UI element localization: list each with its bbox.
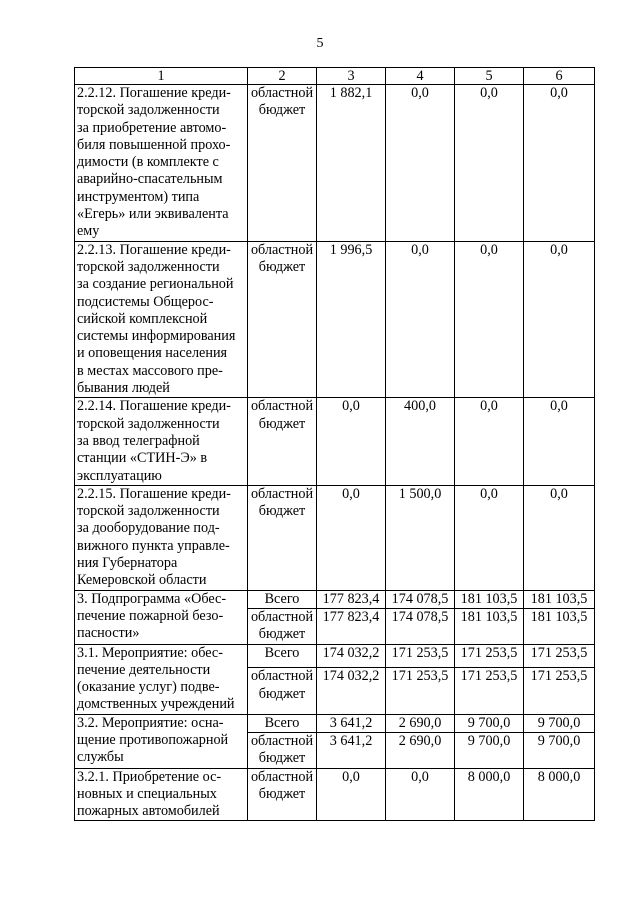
activity-name-line: биля повышенной прохо- bbox=[77, 136, 231, 153]
activity-name-line: домственных учреждений bbox=[77, 696, 235, 713]
activity-name-line: вижного пункта управле- bbox=[77, 537, 230, 554]
funding-source-cell bbox=[248, 590, 317, 608]
activity-name-line: печение пожарной безо- bbox=[77, 607, 224, 624]
activity-name-line: подсистемы Общерос- bbox=[77, 293, 214, 310]
amount-cell: 181 103,5 bbox=[524, 608, 595, 644]
funding-source-line: областной bbox=[250, 608, 314, 625]
amount-cell: 0,0 bbox=[386, 85, 455, 242]
amount-cell: 400,0 bbox=[386, 398, 455, 485]
amount-cell: 9 700,0 bbox=[524, 714, 595, 732]
activity-name-line: (оказание услуг) подве- bbox=[77, 679, 220, 696]
funding-source-cell bbox=[248, 608, 317, 644]
funding-source-cell bbox=[248, 398, 317, 485]
column-number-row bbox=[75, 68, 595, 85]
activity-name-cell bbox=[75, 85, 248, 242]
funding-source-line: бюджет bbox=[258, 685, 306, 702]
funding-source-line: Всего bbox=[264, 590, 300, 607]
funding-source-cell bbox=[248, 485, 317, 590]
funding-source-cell bbox=[248, 668, 317, 714]
amount-cell: 174 032,2 bbox=[317, 644, 386, 668]
budget-table bbox=[74, 67, 595, 821]
funding-source-line: областной bbox=[250, 668, 314, 685]
activity-name-line: Кемеровской области bbox=[77, 572, 207, 589]
amount-cell: 1 996,5 bbox=[317, 241, 386, 398]
amount-cell: 0,0 bbox=[524, 85, 595, 242]
activity-name-line: станции «СТИН-Э» в bbox=[77, 450, 208, 467]
table-row bbox=[75, 714, 595, 732]
activity-name-line: эксплуатацию bbox=[77, 467, 162, 484]
activity-name-line: службы bbox=[77, 749, 124, 766]
amount-cell: 0,0 bbox=[317, 485, 386, 590]
amount-cell: 3 641,2 bbox=[317, 714, 386, 732]
activity-name-line: 2.2.14. Погашение креди- bbox=[77, 398, 231, 415]
amount-cell: 181 103,5 bbox=[455, 608, 524, 644]
activity-name-line: 3.1. Мероприятие: обес- bbox=[77, 644, 223, 661]
amount-cell: 0,0 bbox=[455, 485, 524, 590]
activity-name-line: сийской комплексной bbox=[77, 310, 208, 327]
amount-cell: 171 253,5 bbox=[455, 644, 524, 668]
amount-cell: 0,0 bbox=[455, 241, 524, 398]
page-number: 5 bbox=[316, 36, 324, 51]
activity-name-line: за приобретение автомо- bbox=[77, 119, 227, 136]
amount-cell: 9 700,0 bbox=[455, 732, 524, 768]
activity-name-line: 3. Подпрограмма «Обес- bbox=[77, 590, 227, 607]
amount-cell: 0,0 bbox=[524, 398, 595, 485]
activity-name-cell bbox=[75, 714, 248, 768]
table-row bbox=[75, 768, 595, 821]
activity-name-line: пасности» bbox=[77, 625, 140, 642]
activity-name-line: торской задолженности bbox=[77, 415, 220, 432]
amount-cell: 9 700,0 bbox=[455, 714, 524, 732]
activity-name-line: «Егерь» или эквивалента bbox=[77, 206, 229, 223]
table-row bbox=[75, 485, 595, 590]
amount-cell: 0,0 bbox=[455, 398, 524, 485]
amount-cell: 0,0 bbox=[524, 241, 595, 398]
funding-source-line: областной bbox=[250, 398, 314, 415]
activity-name-line: ния Губернатора bbox=[77, 555, 178, 572]
activity-name-line: и оповещения населения bbox=[77, 345, 228, 362]
funding-source-line: Всего bbox=[264, 714, 300, 731]
amount-cell: 2 690,0 bbox=[386, 714, 455, 732]
funding-source-line: бюджет bbox=[258, 258, 306, 275]
activity-name-cell bbox=[75, 768, 248, 821]
funding-source-cell bbox=[248, 768, 317, 821]
activity-name-line: аварийно-спасательным bbox=[77, 171, 223, 188]
activity-name-line: пожарных автомобилей bbox=[77, 803, 220, 820]
funding-source-cell bbox=[248, 714, 317, 732]
activity-name-line: 2.2.12. Погашение креди- bbox=[77, 85, 231, 101]
activity-name-line: торской задолженности bbox=[77, 258, 220, 275]
funding-source-cell bbox=[248, 732, 317, 768]
activity-name-line: за ввод телеграфной bbox=[77, 432, 200, 449]
activity-name-line: 3.2. Мероприятие: осна- bbox=[77, 714, 224, 731]
funding-source-line: областной bbox=[250, 485, 314, 502]
column-header: 5 bbox=[455, 68, 524, 85]
funding-source-line: Всего bbox=[264, 644, 300, 661]
funding-source-cell bbox=[248, 241, 317, 398]
table-row bbox=[75, 241, 595, 398]
activity-name-line: инструментом) типа bbox=[77, 188, 200, 205]
activity-name-cell bbox=[75, 644, 248, 714]
amount-cell: 8 000,0 bbox=[524, 768, 595, 821]
activity-name-line: торской задолженности bbox=[77, 503, 220, 520]
amount-cell: 181 103,5 bbox=[524, 590, 595, 608]
activity-name-cell bbox=[75, 485, 248, 590]
activity-name-line: за дооборудование под- bbox=[77, 520, 220, 537]
amount-cell: 0,0 bbox=[524, 485, 595, 590]
column-header: 2 bbox=[248, 68, 317, 85]
activity-name-line: 2.2.13. Погашение креди- bbox=[77, 241, 231, 258]
funding-source-line: областной bbox=[250, 241, 314, 258]
activity-name-line: 3.2.1. Приобретение ос- bbox=[77, 768, 222, 785]
column-header: 4 bbox=[386, 68, 455, 85]
funding-source-cell bbox=[248, 644, 317, 668]
activity-name-line: новных и специальных bbox=[77, 785, 217, 802]
funding-source-line: бюджет bbox=[258, 102, 306, 119]
funding-source-line: бюджет bbox=[258, 415, 306, 432]
amount-cell: 171 253,5 bbox=[455, 668, 524, 714]
column-header: 1 bbox=[75, 68, 248, 85]
amount-cell: 181 103,5 bbox=[455, 590, 524, 608]
activity-name-cell bbox=[75, 241, 248, 398]
activity-name-cell bbox=[75, 590, 248, 644]
activity-name-cell bbox=[75, 398, 248, 485]
amount-cell: 1 500,0 bbox=[386, 485, 455, 590]
column-header: 3 bbox=[317, 68, 386, 85]
funding-source-line: бюджет bbox=[258, 750, 306, 767]
amount-cell: 174 032,2 bbox=[317, 668, 386, 714]
activity-name-line: системы информирования bbox=[77, 328, 236, 345]
amount-cell: 177 823,4 bbox=[317, 590, 386, 608]
funding-source-line: областной bbox=[250, 768, 314, 785]
amount-cell: 2 690,0 bbox=[386, 732, 455, 768]
funding-source-cell bbox=[248, 85, 317, 242]
table-row bbox=[75, 644, 595, 668]
activity-name-line: за создание региональной bbox=[77, 276, 234, 293]
amount-cell: 0,0 bbox=[317, 398, 386, 485]
table-row bbox=[75, 590, 595, 608]
table-row bbox=[75, 398, 595, 485]
activity-name-line: печение деятельности bbox=[77, 661, 211, 678]
activity-name-line: 2.2.15. Погашение креди- bbox=[77, 485, 231, 502]
activity-name-line: ему bbox=[77, 223, 100, 240]
funding-source-line: бюджет bbox=[258, 785, 306, 802]
amount-cell: 0,0 bbox=[386, 241, 455, 398]
activity-name-line: щение противопожарной bbox=[77, 731, 229, 748]
amount-cell: 174 078,5 bbox=[386, 590, 455, 608]
activity-name-line: торской задолженности bbox=[77, 102, 220, 119]
activity-name-line: бывания людей bbox=[77, 380, 170, 397]
amount-cell: 171 253,5 bbox=[524, 644, 595, 668]
amount-cell: 0,0 bbox=[455, 85, 524, 242]
column-header: 6 bbox=[524, 68, 595, 85]
funding-source-line: областной bbox=[250, 85, 314, 101]
amount-cell: 171 253,5 bbox=[524, 668, 595, 714]
amount-cell: 171 253,5 bbox=[386, 668, 455, 714]
amount-cell: 0,0 bbox=[317, 768, 386, 821]
amount-cell: 9 700,0 bbox=[524, 732, 595, 768]
activity-name-line: в местах массового пре- bbox=[77, 362, 223, 379]
table-row bbox=[75, 85, 595, 242]
amount-cell: 171 253,5 bbox=[386, 644, 455, 668]
amount-cell: 3 641,2 bbox=[317, 732, 386, 768]
funding-source-line: бюджет bbox=[258, 503, 306, 520]
activity-name-line: димости (в комплекте с bbox=[77, 154, 219, 171]
amount-cell: 8 000,0 bbox=[455, 768, 524, 821]
amount-cell: 174 078,5 bbox=[386, 608, 455, 644]
amount-cell: 0,0 bbox=[386, 768, 455, 821]
amount-cell: 1 882,1 bbox=[317, 85, 386, 242]
funding-source-line: бюджет bbox=[258, 626, 306, 643]
funding-source-line: областной bbox=[250, 732, 314, 749]
amount-cell: 177 823,4 bbox=[317, 608, 386, 644]
